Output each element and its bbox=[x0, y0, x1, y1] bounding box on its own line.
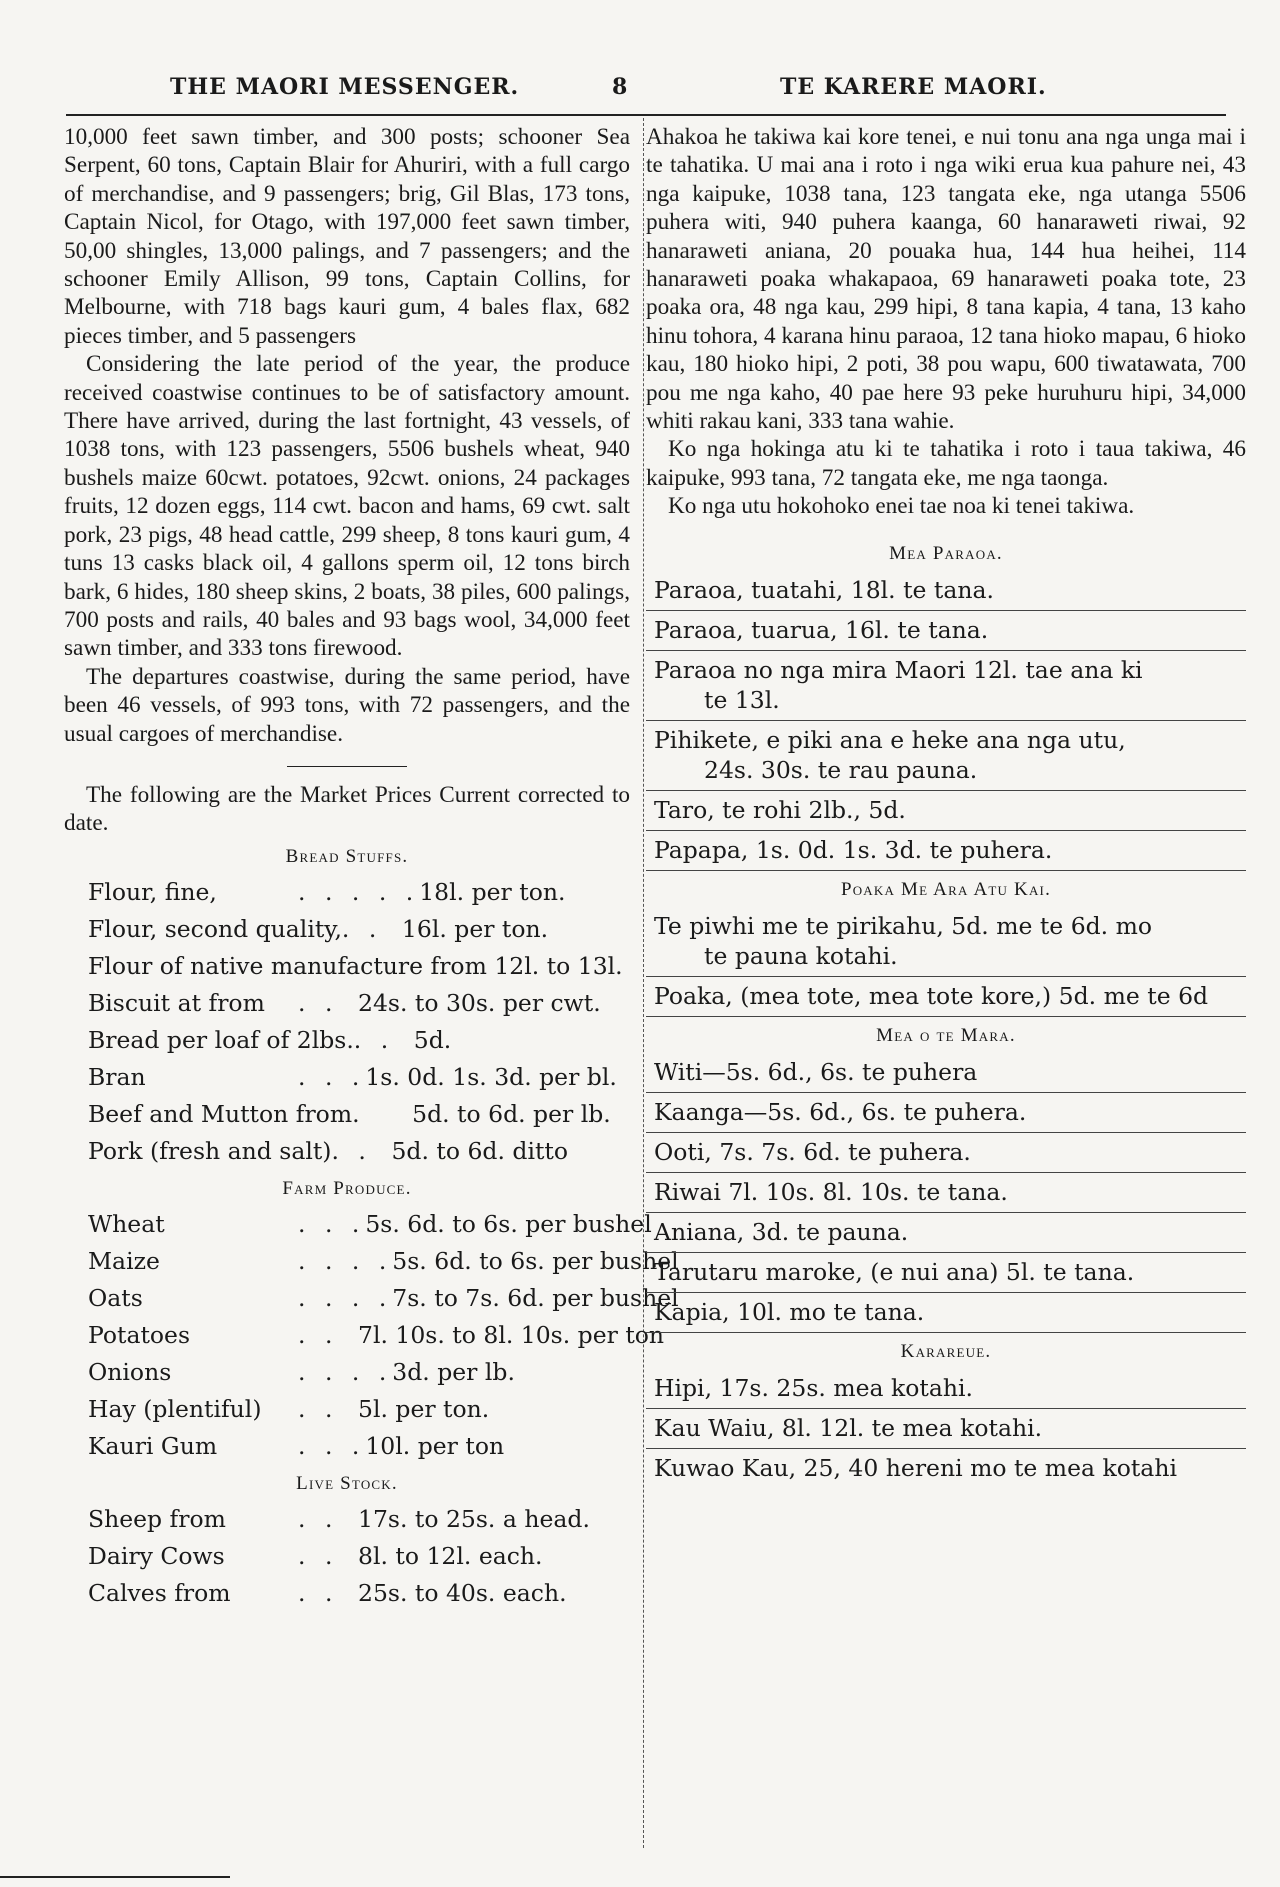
section-heading-mea-paraoa: Mea Paraoa. bbox=[889, 542, 1003, 564]
price-row bbox=[88, 1354, 630, 1391]
price-entry bbox=[646, 1369, 1246, 1409]
price-value: 5l. per ton. bbox=[358, 1394, 490, 1423]
price-value: 18l. per ton. bbox=[419, 877, 566, 906]
price-row bbox=[88, 1538, 630, 1575]
price-entry bbox=[646, 1173, 1246, 1213]
header-title-maori: TE KARERE MAORI. bbox=[780, 74, 1047, 100]
price-item: Wheat bbox=[88, 1209, 165, 1238]
price-row bbox=[88, 874, 630, 911]
price-value: 7s. to 7s. 6d. per bushel bbox=[392, 1283, 679, 1312]
entry-text: Taro, te rohi 2lb., 5d. bbox=[654, 795, 906, 824]
section-heading-live-stock: Live Stock. bbox=[296, 1472, 398, 1494]
price-entry bbox=[646, 1213, 1246, 1253]
entry-continuation: 24s. 30s. te rau pauna. bbox=[704, 755, 978, 784]
section-heading-poaka: Poaka Me Ara Atu Kai. bbox=[840, 878, 1052, 900]
price-value: 3d. per lb. bbox=[392, 1357, 515, 1386]
price-value: 24s. to 30s. per cwt. bbox=[358, 988, 601, 1017]
price-value: 1s. 0d. 1s. 3d. per bl. bbox=[365, 1062, 617, 1091]
entry-text: Paraoa, tuatahi, 18l. te tana. bbox=[654, 575, 994, 604]
price-list-bread-stuffs bbox=[64, 874, 630, 1170]
price-value: 5s. 6d. to 6s. per bushel bbox=[392, 1246, 679, 1275]
price-row bbox=[88, 985, 630, 1022]
entry-text: Kuwao Kau, 25, 40 hereni mo te mea kotahi bbox=[654, 1453, 1177, 1482]
price-list-mea-o-te-mara bbox=[646, 1053, 1246, 1333]
price-row bbox=[88, 1280, 679, 1317]
price-entry bbox=[646, 1133, 1246, 1173]
price-entry bbox=[646, 651, 1246, 721]
price-item: Bran bbox=[88, 1062, 146, 1091]
price-list-karareue bbox=[646, 1369, 1246, 1488]
leader-dots: . . . . bbox=[298, 1357, 393, 1386]
price-item: Oats bbox=[88, 1283, 143, 1312]
leader-dots: . . bbox=[298, 1320, 339, 1349]
price-entry bbox=[646, 831, 1246, 871]
price-value: 7l. 10s. to 8l. 10s. per ton bbox=[358, 1320, 665, 1349]
leader-dots: . . . . bbox=[298, 1283, 393, 1312]
leader-dots: . . . . bbox=[298, 1246, 393, 1275]
price-row bbox=[88, 1391, 630, 1428]
shipping-paragraph-maori: Ahakoa he takiwa kai kore tenei, e nui tonu ana nga unga mai i te tahatika. U mai ana i roto i nga wiki erua kua pahure nei, 43 nga kaipuke, 1038 tana, 123 tangata eke, nga utanga 5506 puhera witi, 940 puhera kaanga, 60 hanaraweti riwai, 92 hanaraweti aniana, 20 pouaka hua, 144 hua heihei, 114 hanaraweti poaka whakapaoa, 69 hanaraweti poaka tote, 23 poaka ora, 48 nga kau, 299 hipi, 8 tana kapia, 4 tana, 13 kaho hinu tohora, 4 karana hinu paraoa, 12 tana hioko mapau, 6 hioko kau, 180 hioko hipi, 2 poti, 38 pou wapu, 600 tiwatawata, 700 pou me nga kaho, 40 pae here 93 peke huruhuru hipi, 34,000 whiti rakau kani, 333 tana wahie. bbox=[646, 124, 1246, 435]
price-value: 5d. bbox=[413, 1025, 452, 1054]
column-divider bbox=[643, 118, 644, 1848]
price-entry bbox=[646, 1293, 1246, 1333]
section-divider bbox=[287, 766, 407, 767]
price-row bbox=[88, 948, 630, 985]
entry-text: Hipi, 17s. 25s. mea kotahi. bbox=[654, 1373, 973, 1402]
entry-text: Papapa, 1s. 0d. 1s. 3d. te puhera. bbox=[654, 835, 1053, 864]
price-list-live-stock bbox=[64, 1501, 630, 1612]
leader-dots: . . bbox=[298, 988, 339, 1017]
price-item: Kauri Gum bbox=[88, 1431, 218, 1460]
price-item: Pork (fresh and salt) bbox=[88, 1136, 332, 1165]
price-entry bbox=[646, 1409, 1246, 1449]
leader-dots: . . . bbox=[298, 1062, 366, 1091]
entry-text: Kaanga—5s. 6d., 6s. te puhera. bbox=[654, 1097, 1027, 1126]
price-entry bbox=[646, 611, 1246, 651]
price-row bbox=[88, 1501, 630, 1538]
price-list-poaka bbox=[646, 907, 1246, 1017]
price-entry bbox=[646, 977, 1246, 1017]
price-item: Onions bbox=[88, 1357, 172, 1386]
entry-text: Poaka, (mea tote, mea tote kore,) 5d. me te 6d bbox=[654, 981, 1209, 1010]
departures-paragraph-maori: Ko nga hokinga atu ki te tahatika i roto i taua takiwa, 46 kaipuke, 993 tana, 72 tangata eke, me nga taonga. bbox=[646, 436, 1246, 491]
page-header bbox=[0, 74, 1280, 114]
leader-dots: . bbox=[352, 1099, 366, 1128]
entry-text: Riwai 7l. 10s. 8l. 10s. te tana. bbox=[654, 1177, 1008, 1206]
price-entry bbox=[646, 907, 1246, 977]
entry-text: Paraoa no nga mira Maori 12l. tae ana ki bbox=[654, 655, 1143, 684]
price-item: Dairy Cows bbox=[88, 1541, 225, 1570]
leader-dots: . . . bbox=[298, 1209, 366, 1238]
leader-dots: . . bbox=[298, 1394, 339, 1423]
entry-text: Paraoa, tuarua, 16l. te tana. bbox=[654, 615, 989, 644]
page-number: 8 bbox=[612, 74, 629, 100]
footer-rule bbox=[0, 1876, 230, 1878]
produce-paragraph: Considering the late period of the year, the produce received coastwise continues to be of satisfactory amount. There have arrived, during the last fortnight, 43 vessels, of 1038 tons, with 123 passengers, 5506 bushels wheat, 940 bushels maize 60cwt. potatoes, 92cwt. onions, 24 packages fruits, 12 dozen eggs, 114 cwt. bacon and hams, 69 cwt. salt pork, 23 pigs, 48 head cattle, 299 sheep, 8 tons kauri gum, 4 tuns 13 casks black oil, 4 gallons sperm oil, 12 tons birch bark, 6 hides, 180 sheep skins, 2 boats, 38 piles, 600 palings, 700 posts and rails, 40 bales and 93 bags wool, 34,000 feet sawn timber, and 333 tons firewood. bbox=[64, 351, 630, 662]
header-title-english: THE MAORI MESSENGER. bbox=[170, 74, 520, 100]
price-row bbox=[88, 1575, 630, 1612]
header-rule bbox=[66, 114, 1226, 116]
price-row bbox=[88, 1096, 630, 1133]
leader-dots: . . bbox=[353, 1025, 395, 1054]
price-entry bbox=[646, 721, 1246, 791]
section-heading-bread-stuffs: Bread Stuffs. bbox=[285, 845, 409, 867]
leader-dots: . . . . . bbox=[298, 877, 420, 906]
price-value: 16l. per ton. bbox=[401, 914, 549, 943]
price-item: Flour, second quality, bbox=[88, 914, 342, 943]
price-value: 8l. to 12l. each. bbox=[358, 1541, 543, 1570]
departures-paragraph: The departures coastwise, during the same period, have been 46 vessels, of 993 tons, with 72 passengers, and the usual cargoes of merchandise. bbox=[64, 663, 630, 747]
price-entry bbox=[646, 1253, 1246, 1293]
section-heading-karareue: Karareue. bbox=[900, 1340, 992, 1362]
price-entry bbox=[646, 1093, 1246, 1133]
entry-text: Aniana, 3d. te pauna. bbox=[654, 1217, 909, 1246]
maori-column bbox=[646, 123, 1246, 1488]
price-row bbox=[88, 1428, 630, 1465]
price-item: Bread per loaf of 2lbs. bbox=[88, 1025, 354, 1054]
price-row bbox=[88, 1022, 630, 1059]
leader-dots: . . bbox=[341, 914, 383, 943]
entry-continuation: te pauna kotahi. bbox=[704, 941, 898, 970]
price-item: Biscuit at from bbox=[88, 988, 265, 1017]
entry-text: Ooti, 7s. 7s. 6d. te puhera. bbox=[654, 1137, 971, 1166]
english-column bbox=[64, 123, 679, 1612]
price-entry bbox=[646, 571, 1246, 611]
price-item: Flour, fine, bbox=[88, 877, 217, 906]
price-row bbox=[88, 911, 630, 948]
leader-dots: . . bbox=[298, 1578, 339, 1607]
price-value: 5s. 6d. to 6s. per bushel bbox=[365, 1209, 652, 1238]
price-entry bbox=[646, 791, 1246, 831]
price-item: Sheep from bbox=[88, 1504, 226, 1533]
entry-text: Kau Waiu, 8l. 12l. te mea kotahi. bbox=[654, 1413, 1043, 1442]
price-row bbox=[88, 1317, 665, 1354]
price-value: 25s. to 40s. each. bbox=[358, 1578, 567, 1607]
price-item: Maize bbox=[88, 1246, 160, 1275]
leader-dots: . . bbox=[298, 1504, 339, 1533]
shipping-paragraph: 10,000 feet sawn timber, and 300 posts; schooner Sea Serpent, 60 tons, Captain Blair for Ahuriri, with a full cargo of merchandise, and 9 passengers; brig, Gil Blas, 173 tons, Captain Nicol, for Otago, with 197,000 feet sawn timber, 50,00 shingles, 13,000 palings, and 7 passengers; and the schooner Emily Allison, 99 tons, Captain Collins, for Melbourne, with 718 bags kauri gum, 4 bales flax, 682 pieces timber, and 5 passengers bbox=[64, 124, 630, 349]
market-intro: The following are the Market Prices Current corrected to date. bbox=[64, 781, 630, 837]
price-value: 10l. per ton bbox=[365, 1431, 505, 1460]
price-item: Calves from bbox=[88, 1578, 231, 1607]
prices-intro-maori: Ko nga utu hokohoko enei tae noa ki tenei takiwa. bbox=[668, 493, 1135, 520]
leader-dots: . . . bbox=[298, 1431, 366, 1460]
entry-text: Witi—5s. 6d., 6s. te puhera bbox=[654, 1057, 978, 1086]
price-value: 5d. to 6d. ditto bbox=[391, 1136, 569, 1165]
entry-text: Pihikete, e piki ana e heke ana nga utu, bbox=[654, 725, 1126, 754]
entry-text: Te piwhi me te pirikahu, 5d. me te 6d. mo bbox=[654, 911, 1153, 940]
price-list-mea-paraoa bbox=[646, 571, 1246, 871]
price-row bbox=[88, 1243, 679, 1280]
price-item: Hay (plentiful) bbox=[88, 1394, 262, 1423]
leader-dots: . . bbox=[298, 1541, 339, 1570]
price-item: Potatoes bbox=[88, 1320, 191, 1349]
price-row bbox=[88, 1133, 630, 1170]
price-item: Beef and Mutton from bbox=[88, 1099, 353, 1128]
leader-dots: . . bbox=[331, 1136, 372, 1165]
section-heading-farm-produce: Farm Produce. bbox=[282, 1177, 412, 1199]
price-entry bbox=[646, 1053, 1246, 1093]
price-value: 5d. to 6d. per lb. bbox=[412, 1099, 611, 1128]
price-row bbox=[88, 1206, 652, 1243]
price-row bbox=[88, 1059, 630, 1096]
price-entry bbox=[646, 1449, 1246, 1488]
entry-continuation: te 13l. bbox=[704, 685, 780, 714]
entry-text: Kapia, 10l. mo te tana. bbox=[654, 1297, 925, 1326]
entry-text: Tarutaru maroke, (e nui ana) 5l. te tana. bbox=[654, 1257, 1135, 1286]
section-heading-mea-o-te-mara: Mea o te Mara. bbox=[876, 1024, 1016, 1046]
price-item: Flour of native manufacture from 12l. to 13l. bbox=[88, 951, 623, 980]
price-list-farm-produce bbox=[64, 1206, 679, 1465]
price-value: 17s. to 25s. a head. bbox=[358, 1504, 590, 1533]
